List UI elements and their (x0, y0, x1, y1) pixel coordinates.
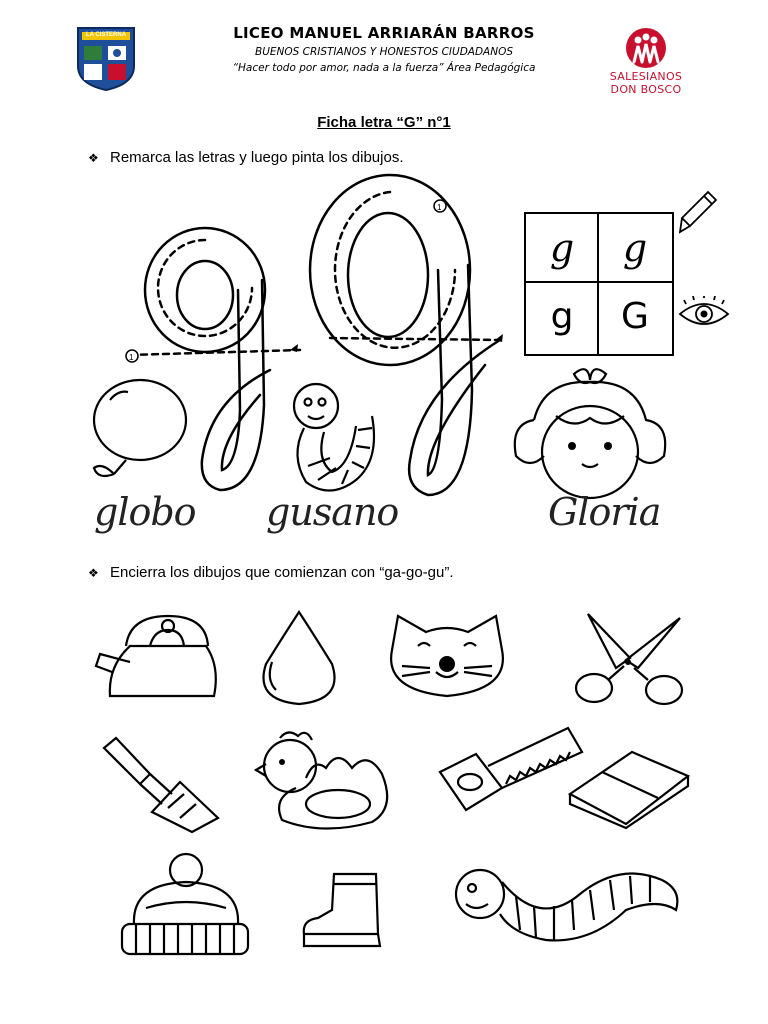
instruction-2-text: Encierra los dibujos que comienzan con “ga-go-gu”. (110, 564, 454, 581)
drop-picture (252, 608, 346, 708)
school-motto: BUENOS CRISTIANOS Y HONESTOS CIUDADANOS (254, 46, 514, 58)
eraser-picture (562, 748, 694, 830)
grid-cell-script-lower: g (550, 295, 574, 337)
spatula-picture (98, 734, 222, 834)
grid-cell-script-upper: G (621, 295, 649, 337)
letter-grid (524, 212, 674, 356)
worm-picture (284, 376, 394, 506)
duck-picture (252, 728, 396, 836)
kettle-picture (90, 606, 224, 706)
svg-text:1: 1 (129, 353, 134, 362)
bullet-icon: ❖ (88, 151, 99, 165)
grid-cell-cursive-lower-2: g (622, 226, 648, 270)
brand-text: SALESIANOS DON BOSCO (609, 70, 683, 96)
balloon-picture (88, 376, 198, 486)
salesianos-logo-icon (624, 26, 668, 70)
worksheet-title: Ficha letra “G” n°1 (317, 114, 451, 131)
pencil-icon (678, 188, 720, 234)
instruction-2 (88, 564, 454, 581)
svg-text:1: 1 (437, 203, 442, 212)
eye-icon (676, 296, 732, 332)
bullet-icon: ❖ (88, 566, 99, 580)
girl-face-picture (504, 360, 676, 508)
wool-hat-picture (116, 852, 254, 958)
cat-picture (382, 610, 512, 702)
scissors-picture (568, 608, 688, 708)
word-gloria: Gloria (548, 490, 661, 534)
grid-cell-cursive-lower: g (549, 226, 575, 270)
crest-label: LA CISTERNA (85, 32, 127, 38)
word-gusano: gusano (266, 490, 399, 534)
boot-picture (298, 870, 402, 950)
school-quote: “Hacer todo por amor, nada a la fuerza” Área Pedagógica (232, 62, 536, 74)
school-name: LICEO MANUEL ARRIARÁN BARROS (233, 24, 535, 42)
instruction-1 (88, 149, 403, 166)
worm-picture-2 (450, 858, 686, 948)
instruction-1-text: Remarca las letras y luego pinta los dibujos. (110, 149, 404, 166)
word-globo: globo (94, 490, 196, 534)
